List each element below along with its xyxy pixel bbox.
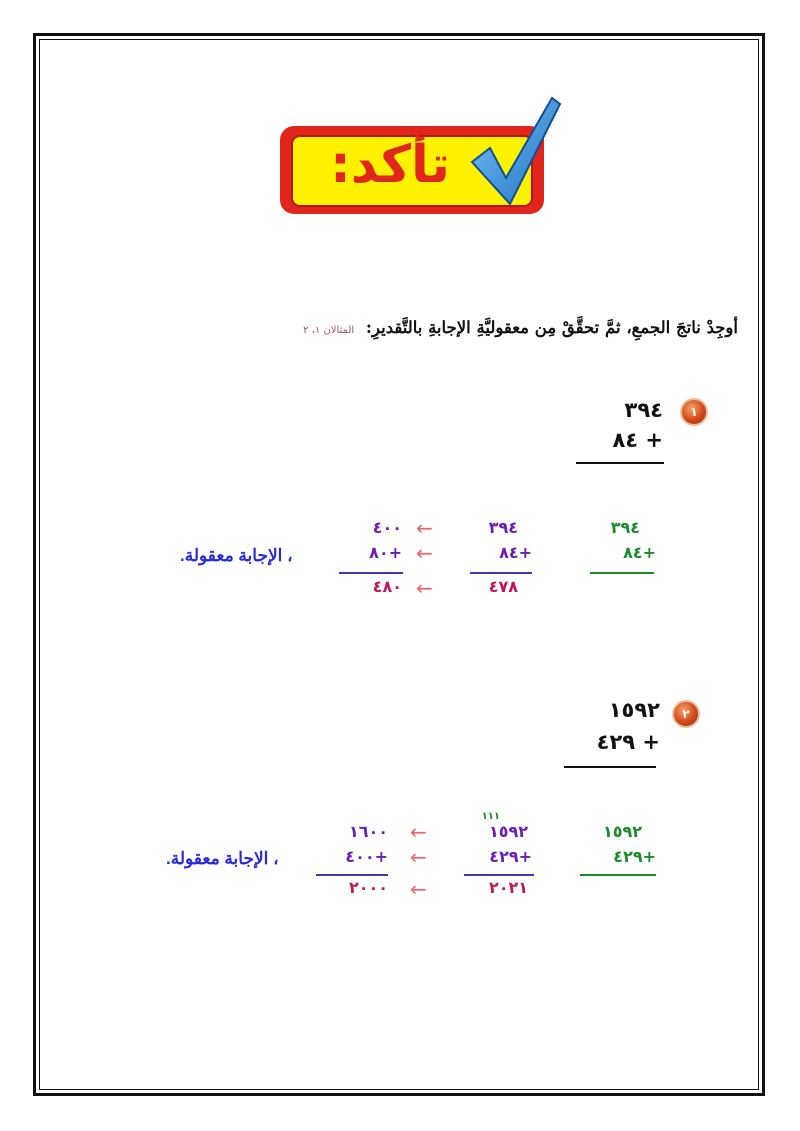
arrow-icon: ← <box>416 541 433 565</box>
s2-work-top: ١٥٩٢ <box>602 822 642 841</box>
checkmark-icon <box>468 92 564 210</box>
s1-conclusion: ، الإجابة معقولة. <box>180 546 293 565</box>
problem-2-top: ١٥٩٢ <box>608 698 660 722</box>
example-reference: المثالان ١، ٢ <box>303 325 355 336</box>
s2-exact-top: ١٥٩٢ <box>488 822 528 841</box>
s2-estimate-bottom: ٤٠٠+ <box>345 847 388 866</box>
arrow-icon: ← <box>410 877 427 901</box>
s1-work-top: ٣٩٤ <box>610 518 640 537</box>
s2-exact-bottom: ٤٢٩+ <box>489 847 532 866</box>
s2-exact-line <box>464 874 534 876</box>
arrow-icon: ← <box>416 576 433 600</box>
arrow-icon: ← <box>410 820 427 844</box>
s2-work-line <box>580 874 656 876</box>
problem-1-bottom: ٨٤ + <box>612 428 663 452</box>
s2-carries: ١١١ <box>481 811 500 822</box>
s2-estimate-top: ١٦٠٠ <box>348 822 388 841</box>
s1-work-bottom: ٨٤+ <box>623 543 656 562</box>
s1-exact-top: ٣٩٤ <box>488 518 518 537</box>
problem-2-sum-line <box>564 766 656 768</box>
arrow-icon: ← <box>416 516 433 540</box>
s1-exact-line <box>470 572 532 574</box>
s1-estimate-bottom: ٨٠+ <box>369 543 402 562</box>
s1-exact-result: ٤٧٨ <box>488 577 518 596</box>
problem-1-top: ٣٩٤ <box>624 398 663 422</box>
instruction-text: أوجِدْ ناتجَ الجمعِ، ثمَّ تحقَّقْ مِن معقوليَّةِ الإجابةِ بالتَّقديرِ: <box>365 318 738 337</box>
s2-estimate-line <box>316 874 388 876</box>
s2-conclusion: ، الإجابة معقولة. <box>166 849 279 868</box>
s2-estimate-result: ٢٠٠٠ <box>348 878 388 897</box>
s1-estimate-line <box>339 572 403 574</box>
s1-estimate-top: ٤٠٠ <box>372 518 402 537</box>
s2-work-bottom: ٤٢٩+ <box>613 847 656 866</box>
badge-title: تأكد: <box>329 135 451 195</box>
s2-exact-result: ٢٠٢١ <box>488 878 528 897</box>
problem-2-bottom: ٤٢٩ + <box>596 730 660 754</box>
s1-exact-bottom: ٨٤+ <box>499 543 532 562</box>
s1-estimate-result: ٤٨٠ <box>372 577 402 596</box>
problem-2-number: ٢ <box>672 700 700 728</box>
problem-1-sum-line <box>576 462 664 464</box>
problem-1-number: ١ <box>680 398 708 426</box>
s1-work-line <box>590 572 654 574</box>
instruction <box>303 318 738 337</box>
arrow-icon: ← <box>410 845 427 869</box>
